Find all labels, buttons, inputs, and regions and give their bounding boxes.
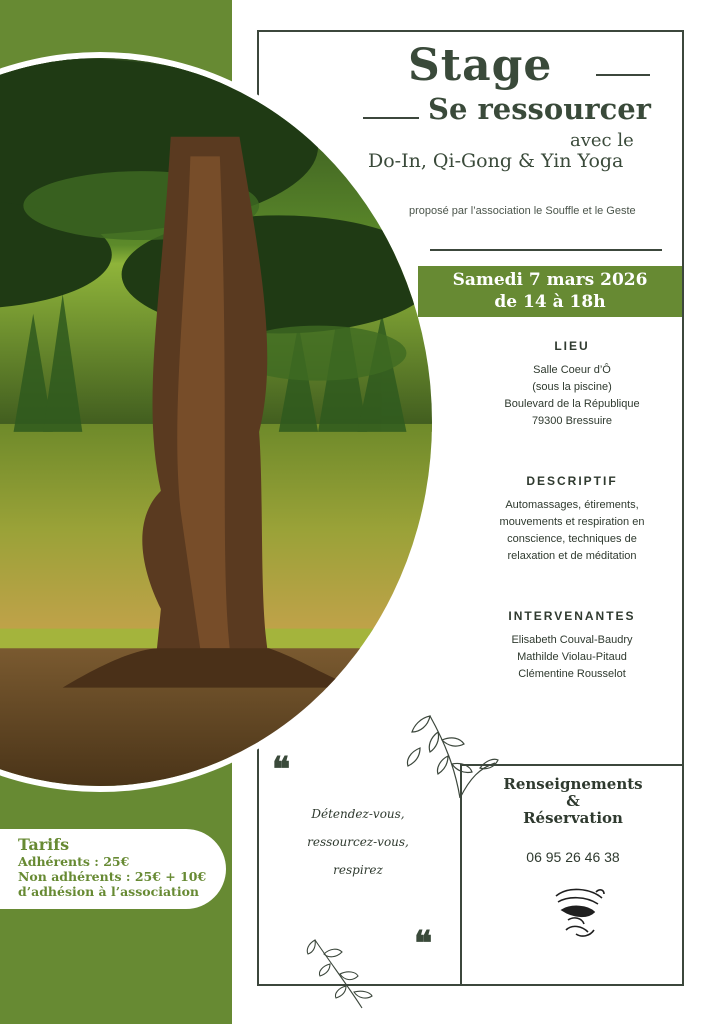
- lieu-line: 79300 Bressuire: [531, 415, 613, 427]
- phone-number[interactable]: 06 95 26 46 38: [526, 849, 620, 865]
- leaf-sprig-icon: [300, 934, 380, 1010]
- tarif-line: Adhérents : 25€: [18, 854, 130, 869]
- title-rule-right: [596, 74, 650, 76]
- tarif-line: d’adhésion à l’association: [18, 884, 200, 899]
- descriptif-line: conscience, techniques de: [507, 533, 637, 545]
- lieu-line: Salle Coeur d’Ô: [533, 364, 611, 376]
- intervenantes-section: [462, 609, 682, 683]
- slogan-line: respirez: [333, 863, 383, 877]
- lieu-heading: LIEU: [554, 339, 590, 353]
- descriptif-section: [462, 474, 682, 565]
- reservation-line: Renseignements: [503, 775, 643, 793]
- tarifs-box: [0, 829, 226, 909]
- intervenantes-heading: INTERVENANTES: [508, 609, 636, 623]
- slogan-line: Détendez-vous,: [311, 807, 405, 821]
- lieu-line: (sous la piscine): [532, 381, 612, 393]
- intervenante-name: Elisabeth Couval-Baudry: [511, 634, 633, 646]
- slogan-line: ressourcez-vous,: [307, 835, 409, 849]
- intervenante-name: Mathilde Violau-Pitaud: [517, 651, 627, 663]
- souffle-geste-logo: [548, 882, 610, 944]
- descriptif-heading: DESCRIPTIF: [526, 474, 618, 488]
- date-banner: [418, 266, 682, 317]
- date-day: Samedi 7 mars 2026: [452, 270, 648, 290]
- reservation-line: Réservation: [523, 809, 623, 827]
- reservation-line: &: [566, 792, 580, 810]
- close-quote-icon: ❝: [414, 924, 433, 964]
- descriptif-line: relaxation et de méditation: [507, 550, 637, 562]
- slogan: [283, 800, 433, 884]
- tarifs-title: Tarifs: [18, 835, 70, 854]
- reservation-heading: [462, 776, 684, 827]
- descriptif-line: mouvements et respiration en: [499, 516, 645, 528]
- stage-subtitle: Se ressourcer: [428, 92, 651, 126]
- bottom-divider-horizontal: [460, 764, 684, 766]
- stage-title: Stage: [408, 40, 553, 91]
- descriptif-line: Automassages, étirements,: [505, 499, 639, 511]
- header-rule: [430, 249, 662, 251]
- stage-disciplines: Do-In, Qi-Gong & Yin Yoga: [368, 150, 624, 172]
- stage-with: avec le: [570, 130, 634, 151]
- tarif-line: Non adhérents : 25€ + 10€: [18, 869, 207, 884]
- open-quote-icon: ❝: [272, 750, 291, 790]
- lieu-line: Boulevard de la République: [504, 398, 640, 410]
- date-time: de 14 à 18h: [494, 292, 606, 312]
- lieu-section: [462, 339, 682, 430]
- association-credit: proposé par l’association le Souffle et le Geste: [409, 205, 636, 217]
- title-rule-left: [363, 117, 419, 119]
- intervenante-name: Clémentine Rousselot: [518, 668, 626, 680]
